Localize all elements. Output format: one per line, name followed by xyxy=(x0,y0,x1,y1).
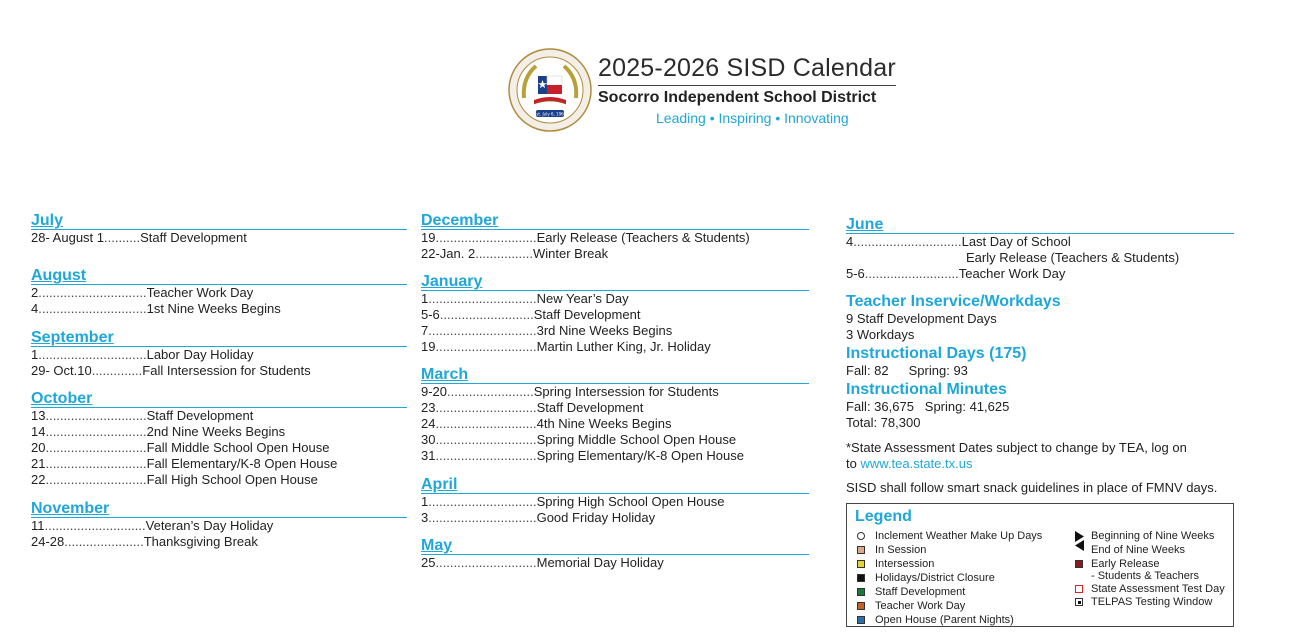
legend-item-telpas: TELPAS Testing Window xyxy=(1075,596,1212,609)
legend-item-end-nine-weeks: End of Nine Weeks xyxy=(1075,544,1185,557)
svg-text:Est. July 6, 1960: Est. July 6, 1960 xyxy=(533,111,567,117)
swatch-icon xyxy=(857,602,865,610)
month-august xyxy=(31,268,407,317)
calendar-entry: Early Release (Teachers & Students) xyxy=(966,250,1180,265)
district-seal-logo xyxy=(508,48,592,132)
calendar-entry: 23............................Staff Development xyxy=(421,400,644,415)
note-text: SISD shall follow smart snack guidelines in place of FMNV days. xyxy=(846,480,1218,495)
legend-title: Legend xyxy=(855,508,912,525)
calendar-entry: 24-28......................Thanksgiving Break xyxy=(31,534,258,549)
district-name: Socorro Independent School District xyxy=(598,89,877,106)
month-heading: January xyxy=(421,273,483,290)
section-text: Total: 78,300 xyxy=(846,415,921,430)
calendar-entry: 28- August 1..........Staff Development xyxy=(31,230,247,245)
month-january xyxy=(421,274,809,355)
month-heading: August xyxy=(31,267,87,284)
legend-box xyxy=(846,503,1234,627)
month-december xyxy=(421,213,809,262)
note-text: to www.tea.state.tx.us xyxy=(846,456,973,471)
tea-link[interactable]: www.tea.state.tx.us xyxy=(860,456,973,471)
dot-square-icon xyxy=(1075,598,1083,606)
legend-item-staff-development: Staff Development xyxy=(857,586,965,599)
calendar-entry: 19............................Early Release (Teachers & Students) xyxy=(421,230,750,245)
month-heading: July xyxy=(31,212,64,229)
legend-item-open-house: Open House (Parent Nights) xyxy=(857,614,1014,627)
calendar-entry: 3..............................Good Friday Holiday xyxy=(421,510,656,525)
section-text: 9 Staff Development Days xyxy=(846,311,997,326)
calendar-entry: 19............................Martin Luther King, Jr. Holiday xyxy=(421,339,711,354)
circle-icon xyxy=(857,532,865,540)
month-november xyxy=(31,501,407,550)
section-text: Fall: 82 Spring: 93 xyxy=(846,363,968,378)
calendar-entry: 29- Oct.10..............Fall Intersession for Students xyxy=(31,363,311,378)
month-heading: December xyxy=(421,212,499,229)
legend-item-teacher-work-day: Teacher Work Day xyxy=(857,600,965,613)
inservice-section xyxy=(846,293,1061,343)
state-assessment-note xyxy=(846,440,1187,472)
section-heading: Instructional Days (175) xyxy=(846,345,1027,362)
month-heading: April xyxy=(421,476,458,493)
calendar-entry: 1..............................Spring High School Open House xyxy=(421,494,725,509)
calendar-entry: 11............................Veteran’s Day Holiday xyxy=(31,518,274,533)
swatch-icon xyxy=(857,560,865,568)
calendar-entry: 21............................Fall Elementary/K-8 Open House xyxy=(31,456,338,471)
calendar-entry: 1..............................Labor Day Holiday xyxy=(31,347,254,362)
calendar-entry: 24............................4th Nine Weeks Begins xyxy=(421,416,672,431)
legend-item-intersession: Intersession xyxy=(857,558,934,571)
section-text: 3 Workdays xyxy=(846,327,915,342)
calendar-entry: 20............................Fall Middle School Open House xyxy=(31,440,330,455)
legend-item-beginning-nine-weeks: Beginning of Nine Weeks xyxy=(1075,530,1214,543)
title-divider xyxy=(598,85,896,86)
calendar-entry: 5-6..........................Staff Development xyxy=(421,307,641,322)
page-title: 2025-2026 SISD Calendar xyxy=(598,54,896,82)
legend-item-state-assessment: State Assessment Test Day xyxy=(1075,583,1225,596)
calendar-entry: 30............................Spring Middle School Open House xyxy=(421,432,737,447)
instructional-minutes-section xyxy=(846,381,1009,431)
calendar-entry: 5-6..........................Teacher Work Day xyxy=(846,266,1066,281)
calendar-entry: 31............................Spring Elementary/K-8 Open House xyxy=(421,448,744,463)
note-text: *State Assessment Dates subject to change by TEA, log on xyxy=(846,440,1187,455)
legend-item-inclement-weather: Inclement Weather Make Up Days xyxy=(857,530,1042,543)
calendar-entry: 9-20........................Spring Intersession for Students xyxy=(421,384,719,399)
swatch-icon xyxy=(857,574,865,582)
calendar-entry: 4..............................Last Day of School xyxy=(846,234,1071,249)
section-heading: Instructional Minutes xyxy=(846,381,1007,398)
calendar-entry: 1..............................New Year’s Day xyxy=(421,291,629,306)
swatch-icon xyxy=(857,616,865,624)
month-heading: May xyxy=(421,537,453,554)
calendar-entry: 7..............................3rd Nine Weeks Begins xyxy=(421,323,673,338)
triangle-left-icon xyxy=(1075,540,1084,551)
legend-item-early-release: Early Release xyxy=(1075,558,1159,571)
calendar-entry: 4..............................1st Nine Weeks Begins xyxy=(31,301,281,316)
month-heading: September xyxy=(31,329,114,346)
month-september xyxy=(31,330,407,379)
calendar-entry: 2..............................Teacher Work Day xyxy=(31,285,254,300)
legend-item-early-release-detail: - Students & Teachers xyxy=(1091,570,1200,582)
calendar-entry: 13............................Staff Development xyxy=(31,408,254,423)
section-text: Fall: 36,675 Spring: 41,625 xyxy=(846,399,1010,414)
month-june xyxy=(846,217,1234,282)
swatch-icon xyxy=(857,546,865,554)
calendar-entry: 22-Jan. 2................Winter Break xyxy=(421,246,609,261)
district-tagline: Leading • Inspiring • Innovating xyxy=(656,110,849,126)
calendar-entry: 14............................2nd Nine Weeks Begins xyxy=(31,424,286,439)
month-heading: October xyxy=(31,390,93,407)
month-october xyxy=(31,391,407,488)
legend-item-holidays: Holidays/District Closure xyxy=(857,572,995,585)
month-heading: June xyxy=(846,216,884,233)
calendar-entry: 25............................Memorial Day Holiday xyxy=(421,555,664,570)
outline-square-icon xyxy=(1075,585,1083,593)
calendar-header xyxy=(508,48,908,132)
month-heading: March xyxy=(421,366,469,383)
swatch-icon xyxy=(1075,560,1083,568)
month-may xyxy=(421,538,809,571)
month-march xyxy=(421,367,809,464)
snack-note xyxy=(846,480,1217,496)
legend-item-in-session: In Session xyxy=(857,544,926,557)
instructional-days-section xyxy=(846,345,1027,379)
month-july xyxy=(31,213,407,246)
month-heading: November xyxy=(31,500,110,517)
month-april xyxy=(421,477,809,526)
section-heading: Teacher Inservice/Workdays xyxy=(846,293,1061,310)
swatch-icon xyxy=(857,588,865,596)
calendar-entry: 22............................Fall High School Open House xyxy=(31,472,318,487)
